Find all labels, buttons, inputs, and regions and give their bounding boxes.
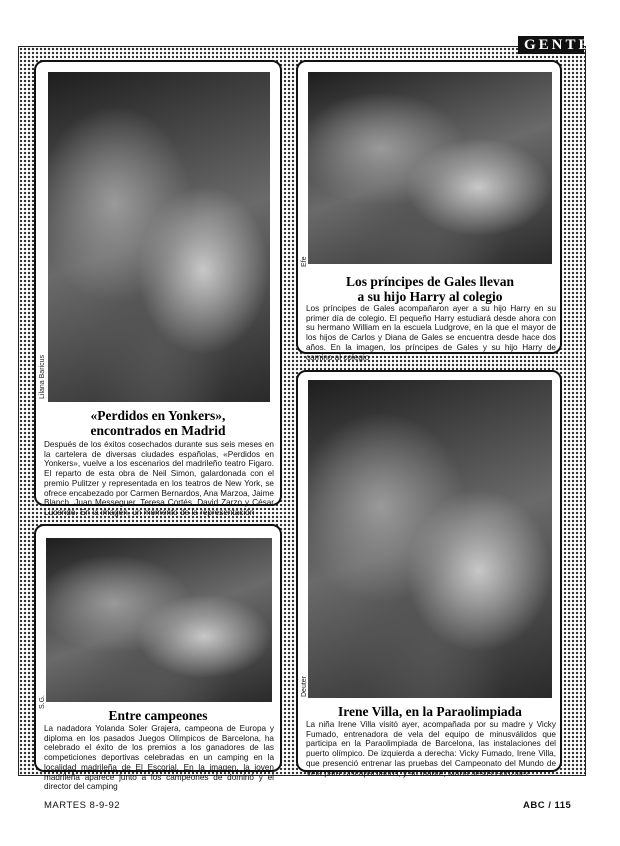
photo-gales <box>308 72 552 264</box>
headline <box>302 704 558 719</box>
headline-line: a su hijo Harry al colegio <box>357 289 503 304</box>
headline-line: Los príncipes de Gales llevan <box>345 274 514 289</box>
article-body: La niña Irene Villa visitó ayer, acompañada por su madre y Vicky Fumado, entrenadora de vela del equipo de minusválidos que participa en la Paraolimpiada de Barcelona, las instalaciones del puerto olímpico. De izquierda a derecha: Vicky Fumado, Irene Villa, que presenció entrenar las pruebas del Campeonato del Mundo de Vela para Discapacitados, y su madre, María Jesús González <box>306 720 556 778</box>
article-irene <box>296 370 562 778</box>
headline-line: encontrados en Madrid <box>90 423 226 438</box>
headline <box>40 708 276 723</box>
headline-line: Irene Villa, en la Paraolimpiada <box>338 704 522 719</box>
article-body: Después de los éxitos cosechados durante sus seis meses en la cartelera de diversas ciudades españolas, «Perdidos en Yonkers», vuelve a los escenarios del madrileño teatro Figaro. El reparto de esta obra de Neil Simon, galardonada con el premio Pulitzer y representada en los teatros de New York, se ofrece encabezado por Carmen Bernardos, Ana Marzoa, Jaime Blanch, Juan Messeguer, Teresa Cortés, David Zarzo y César Lucendo. En la imagen, un momento de la representación <box>44 440 274 517</box>
photo-campeones <box>46 538 272 702</box>
headline-line: «Perdidos en Yonkers», <box>90 408 226 423</box>
headline <box>302 274 558 304</box>
section-tag: GENTE <box>518 36 584 54</box>
article-gales <box>296 60 562 362</box>
article-body: La nadadora Yolanda Soler Grajera, campeona de Europa y diploma en los pasados Juegos Olímpicos de Barcelona, ha celebrado el éxito de los premios a los ganadores de las competiciones deportivas celebradas en un camping en la localidad madrileña de El Escorial. En la imagen, la joven madrileña aparece junto a los campeones de dominó y el director del camping <box>44 724 274 792</box>
photo-credit: S.G. <box>39 694 46 709</box>
headline-line: Entre campeones <box>108 708 208 723</box>
photo-yonkers <box>48 72 270 402</box>
photo-credit: Lilana Baricus <box>39 355 46 399</box>
headline <box>40 408 276 438</box>
photo-credit: Deuter <box>301 675 308 697</box>
article-yonkers <box>34 60 282 517</box>
photo-credit: Efe <box>301 256 308 267</box>
footer-page: ABC / 115 <box>523 800 572 811</box>
article-body: Los príncipes de Gales acompañaron ayer a su hijo Harry en su primer día de colegio. El pequeño Harry estudiará desde ahora con su hermano William en la escuela Ludgrove, en la que el mayor de los hijos de Carlos y Diana de Gales se encuentra desde hace dos años. En la imagen, los príncipes de Gales y su hijo Harry de camino al colegio <box>306 304 556 362</box>
footer-date: MARTES 8-9-92 <box>44 800 121 811</box>
article-campeones <box>34 524 282 792</box>
photo-irene <box>308 380 552 698</box>
